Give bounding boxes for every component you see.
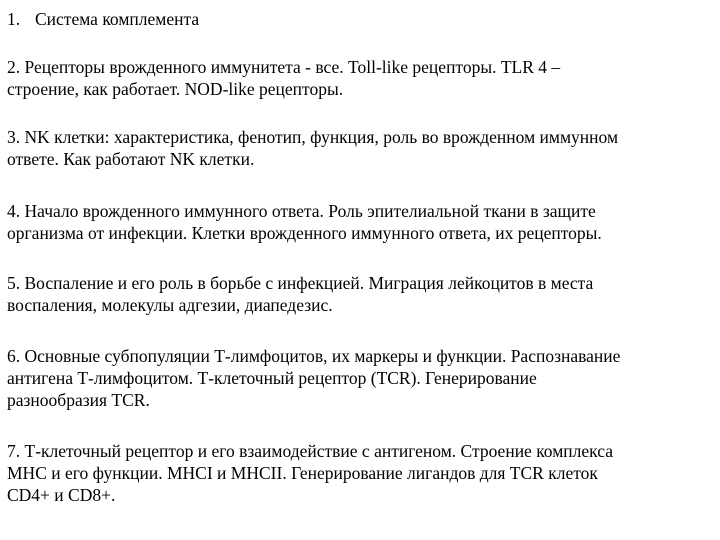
item-5-line-2: воспаления, молекулы адгезии, диапедезис.: [7, 295, 333, 315]
item-1-number: 1.: [7, 9, 21, 29]
item-3-line-2: ответе. Как работают NK клетки.: [7, 149, 255, 169]
item-1-line: [7, 8, 719, 30]
item-3-line-1: 3. NK клетки: характеристика, фенотип, функция, роль во врожденном иммунном: [7, 127, 619, 147]
item-5-line-1: 5. Воспаление и его роль в борьбе с инфекцией. Миграция лейкоцитов в места: [7, 273, 594, 293]
item-2-line-1: 2. Рецепторы врожденного иммунитета - все. Toll-like рецепторы. TLR 4 –: [7, 57, 561, 77]
item-4-line-2: организма от инфекции. Клетки врожденного иммунного ответа, их рецепторы.: [7, 223, 602, 243]
item-1-text: Система комплемента: [35, 9, 200, 29]
list-item-5: [7, 272, 719, 316]
item-2-line-2: строение, как работает. NOD-like рецепторы.: [7, 79, 344, 99]
list-item-6: [7, 345, 719, 411]
item-7-line-3: CD4+ и CD8+.: [7, 485, 116, 505]
list-item-4: [7, 200, 719, 244]
list-item-3: [7, 126, 719, 170]
list-item-1: [7, 8, 719, 30]
item-6-line-3: разнообразия TCR.: [7, 390, 150, 410]
item-7-line-1: 7. Т-клеточный рецептор и его взаимодействие с антигеном. Строение комплекса: [7, 441, 613, 461]
item-4-line-1: 4. Начало врожденного иммунного ответа. Роль эпителиальной ткани в защите: [7, 201, 596, 221]
item-6-line-2: антигена Т-лимфоцитом. Т-клеточный рецептор (TCR). Генерирование: [7, 368, 537, 388]
item-7-line-2: MHC и его функции. MHCI и MHCII. Генерирование лигандов для TCR клеток: [7, 463, 598, 483]
list-item-2: [7, 56, 719, 100]
list-item-7: [7, 440, 719, 506]
item-6-line-1: 6. Основные субпопуляции Т-лимфоцитов, их маркеры и функции. Распознавание: [7, 346, 621, 366]
